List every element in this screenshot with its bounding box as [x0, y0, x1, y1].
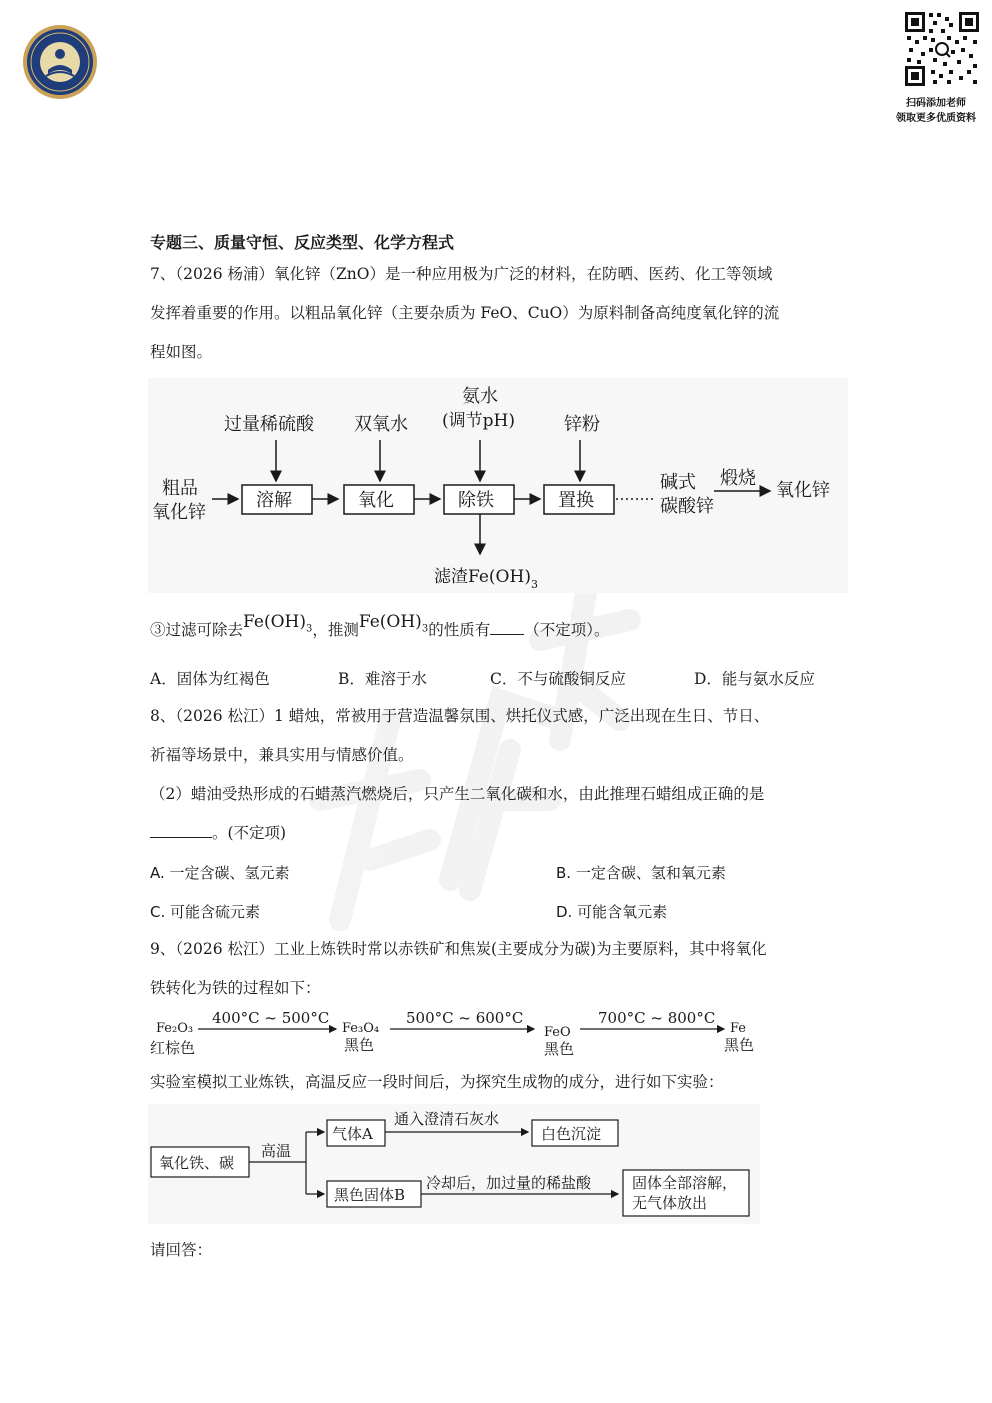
qr-caption-line2: 领取更多优质资料: [896, 113, 976, 124]
flow-residue-main: 滤渣Fe(OH): [434, 567, 531, 587]
q7-sub3-mid: ，推测: [312, 621, 359, 639]
fe-oh3-formula: [243, 612, 313, 635]
flow-step1: 溶解: [256, 490, 292, 511]
q8-option-c[interactable]: C. 可能含硫元素: [150, 903, 261, 921]
q8-intro-line1: 8、（2026 松江）1 蜡烛，常被用于营造温馨氛围、烘托仪式感，广泛出现在生日、节日、: [150, 707, 770, 725]
chain-temp1: 400°C ~ 500°C: [212, 1009, 330, 1027]
q7-option-c[interactable]: C．不与硫酸铜反应: [490, 670, 626, 688]
q9-lab-line: 实验室模拟工业炼铁，高温反应一段时间后，为探究生成物的成分，进行如下实验：: [150, 1073, 724, 1091]
q7-sub3-prefix: ③过滤可除去: [150, 621, 244, 639]
q8-option-d[interactable]: D. 可能含氧元素: [556, 903, 668, 921]
q8-option-b[interactable]: B. 一定含碳、氢和氧元素: [556, 864, 726, 882]
exp-gas-a: 气体A: [332, 1125, 373, 1143]
section-title: 专题三、质量守恒、反应类型、化学方程式: [150, 233, 455, 252]
zno-flow-diagram: [148, 378, 848, 593]
school-seal-logo-icon: [22, 24, 98, 100]
q8-option-a[interactable]: A. 一定含碳、氢元素: [150, 864, 290, 882]
answer-prompt: 请回答：: [150, 1241, 213, 1259]
exp-solid-b: 黑色固体B: [334, 1186, 406, 1204]
chain-fe2o3-color: 红棕色: [150, 1039, 196, 1057]
chain-feo: FeO: [544, 1025, 571, 1040]
chain-feo-color: 黑色: [544, 1040, 575, 1058]
flow-calcine-label: 煅烧: [720, 468, 756, 489]
exp-start: 氧化铁、碳: [159, 1154, 235, 1172]
experiment-diagram: [148, 1104, 760, 1224]
q9-intro-line2: 铁转化为铁的过程如下：: [150, 979, 321, 997]
chain-temp2: 500°C ~ 600°C: [406, 1009, 524, 1027]
answer-blank[interactable]: [150, 837, 212, 838]
flow-reagent4: 锌粉: [564, 414, 600, 435]
chain-temp3: 700°C ~ 800°C: [598, 1009, 716, 1027]
q7-option-b[interactable]: B．难溶于水: [338, 670, 427, 688]
q7-option-a[interactable]: A．固体为红褐色: [150, 670, 270, 688]
q9-intro: [150, 930, 850, 1008]
qr-caption-line1: 扫码添加老师: [906, 98, 966, 109]
q7-intro-line2: 发挥着重要的作用。以粗品氧化锌（主要杂质为 FeO、CuO）为原料制备高纯度氧化锌的流: [150, 304, 780, 322]
q7-option-d[interactable]: D．能与氨水反应: [694, 670, 815, 688]
qr-caption: [880, 96, 992, 126]
qr-code-icon: [903, 10, 981, 88]
flow-final: 氧化锌: [776, 480, 830, 501]
q8-intro-line2: 祈福等场景中，兼具实用与情感价值。: [150, 746, 414, 764]
answer-blank[interactable]: [490, 634, 524, 635]
flow-start-line2: 氧化锌: [152, 502, 206, 523]
fe-oh3-formula-2: [358, 612, 429, 635]
q7-sub3-suffix: 的性质有: [428, 621, 491, 639]
flow-reagent3-line2: (调节pH): [442, 411, 515, 431]
q7-intro-line3: 程如图。: [150, 343, 213, 361]
exp-res2-line2: 无气体放出: [632, 1194, 708, 1212]
flow-step2: 氧化: [358, 490, 394, 511]
q8-sub2-line2-wrap: [150, 814, 850, 853]
exp-res2-line1: 固体全部溶解，: [632, 1174, 738, 1192]
iron-reduction-chain: [148, 1002, 788, 1060]
fe-oh3-formula-sub: 3: [305, 623, 313, 635]
flow-start-line1: 粗品: [162, 478, 198, 499]
q7-sub3-tail: （不定项）。: [524, 621, 610, 639]
flow-step3: 除铁: [458, 490, 494, 511]
exp-op2: 冷却后，加过量的稀盐酸: [426, 1174, 592, 1192]
exp-res1: 白色沉淀: [541, 1125, 602, 1143]
q7-intro-line1: 7、（2026 杨浦）氧化锌（ZnO）是一种应用极为广泛的材料，在防晒、医药、化工等领域: [150, 265, 773, 283]
exp-condition: 高温: [261, 1142, 292, 1160]
chain-fe-color: 黑色: [724, 1036, 755, 1054]
q8-sub2-line1: （2）蜡油受热形成的石蜡蒸汽燃烧后，只产生二氧化碳和水，由此推理石蜡组成正确的是: [150, 785, 765, 803]
chain-fe3o4: Fe₃O₄: [342, 1021, 380, 1036]
fe-oh3-formula-main: Fe(OH): [243, 612, 306, 632]
flow-product-line1: 碱式: [660, 472, 696, 493]
chain-fe2o3: Fe₂O₃: [156, 1021, 194, 1036]
chain-fe: Fe: [730, 1021, 747, 1036]
q7-sub3: [150, 612, 610, 642]
q9-intro-line1: 9、（2026 松江）工业上炼铁时常以赤铁矿和焦炭(主要成分为碳)为主要原料，其中将氧化: [150, 940, 767, 958]
fe-oh3-formula-2-main: Fe(OH): [358, 612, 422, 632]
flow-reagent1: 过量稀硫酸: [224, 414, 314, 435]
exp-op1: 通入澄清石灰水: [394, 1110, 500, 1128]
flow-reagent2: 双氧水: [354, 414, 408, 435]
q7-intro: [150, 255, 850, 372]
flow-residue-sub: 3: [530, 578, 538, 591]
q8-sub2-line2: 。(不定项): [212, 824, 287, 842]
flow-product-line2: 碳酸锌: [660, 496, 714, 517]
fe-oh3-formula-2-sub: 3: [421, 623, 429, 635]
q8-intro: [150, 697, 850, 853]
flow-step4: 置换: [558, 490, 594, 511]
flow-reagent3-line1: 氨水: [462, 386, 498, 407]
chain-fe3o4-color: 黑色: [344, 1036, 375, 1054]
